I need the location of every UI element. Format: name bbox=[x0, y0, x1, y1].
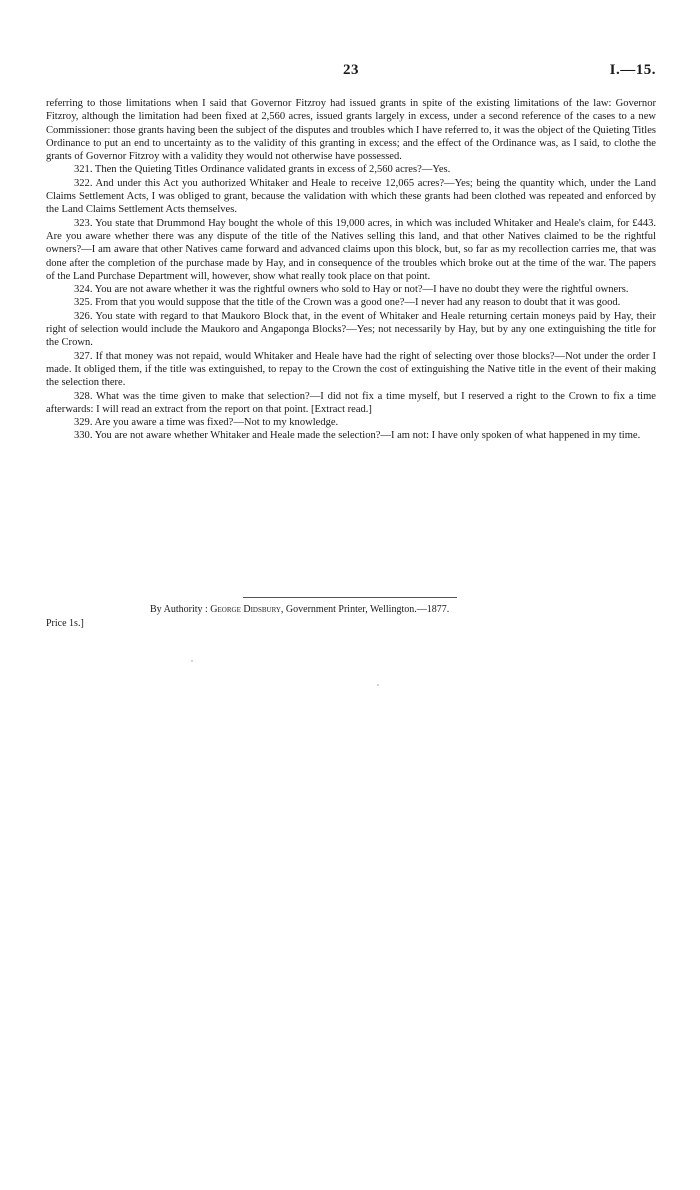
page-header bbox=[46, 62, 656, 84]
question-326: 326. You state with regard to that Maukoro Block that, in the event of Whitaker and Heale returning certain moneys paid by Hay, their right of selection would include the Maukoro and Angaponga Blocks?—Yes; not necessarily by Hay, but by any one extinguishing the title for the Crown. bbox=[46, 310, 656, 349]
printer-name: George Didsbury bbox=[210, 604, 281, 615]
body-text bbox=[46, 97, 656, 443]
question-322: 322. And under this Act you authorized Whitaker and Heale to receive 12,065 acres?—Yes; being the quantity which, under the Land Claims Settlement Acts, I was obliged to grant, because the validation with which these grants had been clothed was repeated and enforced by the Land Claims Settlement Acts themselves. bbox=[46, 177, 656, 216]
price-note: Price 1s.] bbox=[46, 618, 84, 629]
paper-reference: I.—15. bbox=[609, 62, 656, 78]
printer-imprint bbox=[150, 603, 650, 616]
question-321: 321. Then the Quieting Titles Ordinance validated grants in excess of 2,560 acres?—Yes. bbox=[74, 164, 451, 176]
paper-speck bbox=[377, 684, 379, 686]
question-323: 323. You state that Drummond Hay bought the whole of this 19,000 acres, in which was included Whitaker and Heale's claim, for £443. Are you aware whether there was any dispute of the title of the Natives selling this land, and that other Natives claimed to be the rightful owners?—I am aware that other Natives came forward and advanced claims upon this block, but, so far as my recollection carries me, that was done after the completion of the purchase made by Hay, and in consequence of the troubles which broke out at the time of the war. The papers of the Land Purchase Department will, however, show what really took place on that point. bbox=[46, 217, 656, 282]
question-327: 327. If that money was not repaid, would Whitaker and Heale have had the right of selecting over those blocks?—Not under the order I made. It obliged them, if the title was extinguished, to repay to the Crown the cost of extinguishing the Native title in the event of their making the selection there. bbox=[46, 350, 656, 389]
question-329: 329. Are you aware a time was fixed?—Not to my knowledge. bbox=[74, 417, 339, 429]
imprint-prefix: By Authority : bbox=[150, 604, 211, 615]
paper-speck bbox=[191, 660, 193, 662]
question-328: 328. What was the time given to make that selection?—I did not fix a time myself, but I reserved a right to the Crown to fix a time afterwards: I will read an extract from the report on that point. [Extract read.] bbox=[46, 390, 656, 415]
imprint-suffix: , Government Printer, Wellington.—1877. bbox=[280, 604, 450, 615]
question-325: 325. From that you would suppose that the title of the Crown was a good one?—I never had any reason to doubt that it was good. bbox=[74, 297, 621, 309]
question-324: 324. You are not aware whether it was the rightful owners who sold to Hay or not?—I have no doubt they were the rightful owners. bbox=[74, 284, 629, 296]
footer-divider bbox=[243, 597, 457, 598]
page-number: 23 bbox=[343, 62, 359, 78]
question-330: 330. You are not aware whether Whitaker and Heale made the selection?—I am not: I have only spoken of what happened in my time. bbox=[74, 430, 641, 442]
continued-paragraph: referring to those limitations when I said that Governor Fitzroy had issued grants in spite of the existing limitations of the law: Governor Fitzroy, although the limitation had been fixed at 2,560 acres, issued grants largely in excess, under a second reference of the cases to a new Commissioner: those grants having been the subject of the disputes and troubles which I have referred to, it was the object of the Quieting Titles Ordinance to put an end to uncertainty as to the validity of this granting in excess; and the effect of the Ordinance was, as I said, to clothe the grants of Governor Fitzroy with a validity they would not otherwise have possessed. bbox=[46, 98, 656, 163]
